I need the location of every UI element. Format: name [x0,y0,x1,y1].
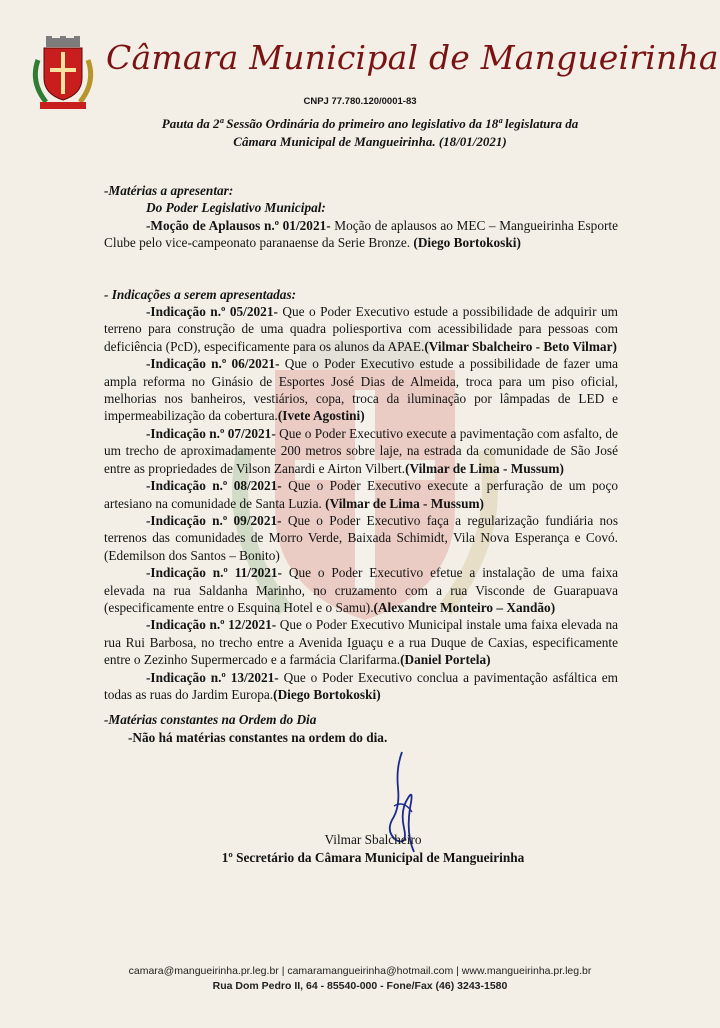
item-text: Que o Poder Executivo execute a perfuração de um poço artesiano na comunidade de Santa Luzia. [104,478,619,511]
item-label: -Indicação n.º 08/2021- [146,478,282,494]
item-text: Que o Poder Executivo faça a regularização fundiária nos terrenos das comunidades de Morro Verde, Baixada Schimidt, Vila Nova Esperança e Covó.(Edemilson dos Santos – Bonito) [104,512,619,563]
section-heading-materias: -Matérias a apresentar: [104,183,234,198]
item-label: -Indicação n.º 07/2021- [146,425,276,441]
item-text: Que o Poder Executivo estude a possibilidade de fazer uma ampla reforma no Ginásio de Esportes José Dias de Almeida, troca para um piso oficial, melhorias nos banheiros, vestiários, copa, troca da iluminação por lâmpadas de LED e impermeabilização da cobertura. [104,356,618,424]
section-heading-indicacoes: - Indicações a serem apresentadas: [104,286,297,302]
indicacao-item [104,355,618,425]
item-text: Que o Poder Executivo efetue a instalação de uma faixa elevada na rua Saldanha Marinho, no cruzamento com a rua Visconde de Guarapuava (especificamente entre o Esquina Hotel e o Samu). [104,565,619,615]
item-author: (Vilmar de Lima - Mussum) [325,495,484,511]
agenda-subtitle [90,115,650,151]
ordem-item: -Não há matérias constantes na ordem do dia. [128,729,388,745]
item-text: Moção de aplausos ao MEC – Mangueirinha Esporte Clube pelo vice-campeonato paranaense da Serie Bronze. [104,217,618,251]
item-author: (Daniel Portela) [400,652,491,668]
item-label: -Indicação n.º 11/2021- [146,565,282,581]
footer-address: Rua Dom Pedro II, 64 - 85540-000 - Fone/Fax (46) 3243-1580 [212,980,508,992]
item-label: -Indicação n.º 06/2021- [146,356,280,372]
item-author: (Vilmar Sbalcheiro - Beto Vilmar) [424,338,617,354]
item-author: (Ivete Agostini) [277,408,365,424]
item-label: -Indicação n.º 05/2021- [146,304,278,320]
footer-contacts: camara@mangueirinha.pr.leg.br | camaramangueirinha@hotmail.com | www.mangueirinha.pr.leg.br [128,965,592,977]
item-text: Que o Poder Executivo estude a possibilidade de adquirir um terreno para construção de uma quadra poliesportiva com acessibilidade para pessoas com deficiência (PcD), especificamente para os alunos da APAE. [104,304,619,354]
cnpj-number: CNPJ 77.780.120/0001-83 [303,96,417,107]
item-label: -Moção de Aplausos n.º 01/2021- [146,217,331,233]
indicacao-item [104,564,618,616]
item-text: Que o Poder Executivo conclua a pavimentação asfáltica em todas as ruas do Jardim Europa. [104,669,618,702]
item-author: (Diego Bortokoski) [413,235,521,251]
item-text: Que o Poder Executivo Municipal instale uma faixa elevada na rua Rui Barbosa, no trecho entre a Avenida Iguaçu e a rua Duque de Caxias, especificamente entre o Zezinho Supermercado e a farmácia Clarifarma. [104,617,618,668]
item-text: Que o Poder Executivo execute a pavimentação com asfalto, de um trecho de aproximadamente 200 metros sobre laje, na estrada da comunidade de São José entre as propriedades de Vilson Zanardi e Airton Vilbert. [104,425,618,476]
item-label: -Indicação n.º 12/2021- [146,617,277,633]
subtitle-line: Pauta da 2ª Sessão Ordinária do primeiro ano legislativo da 18ª legislatura da [161,116,579,131]
item-author: (Diego Bortokoski) [273,686,381,702]
item-author: (Alexandre Monteiro – Xandão) [373,599,556,615]
subtitle-line: Câmara Municipal de Mangueirinha. (18/01/2021) [233,134,507,149]
indicacao-item [104,669,618,704]
subsection-heading: Do Poder Legislativo Municipal: [146,200,326,216]
indicacao-item [104,616,618,668]
agenda-body [104,182,618,746]
signer-role: 1º Secretário da Câmara Municipal de Mangueirinha [221,850,525,865]
signer-name: Vilmar Sbalcheiro [324,832,422,847]
item-label: -Indicação n.º 13/2021- [146,669,279,685]
mocao-item [104,217,618,252]
indicacao-item [104,512,618,564]
item-label: -Indicação n.º 09/2021- [146,512,282,528]
indicacao-item [104,477,618,512]
indicacao-item [104,425,618,477]
item-author: (Vilmar de Lima - Mussum) [405,460,564,476]
section-heading-ordem: -Matérias constantes na Ordem do Dia [104,712,317,728]
indicacao-item [104,303,618,355]
institution-title: Câmara Municipal de Mangueirinha [106,38,719,77]
